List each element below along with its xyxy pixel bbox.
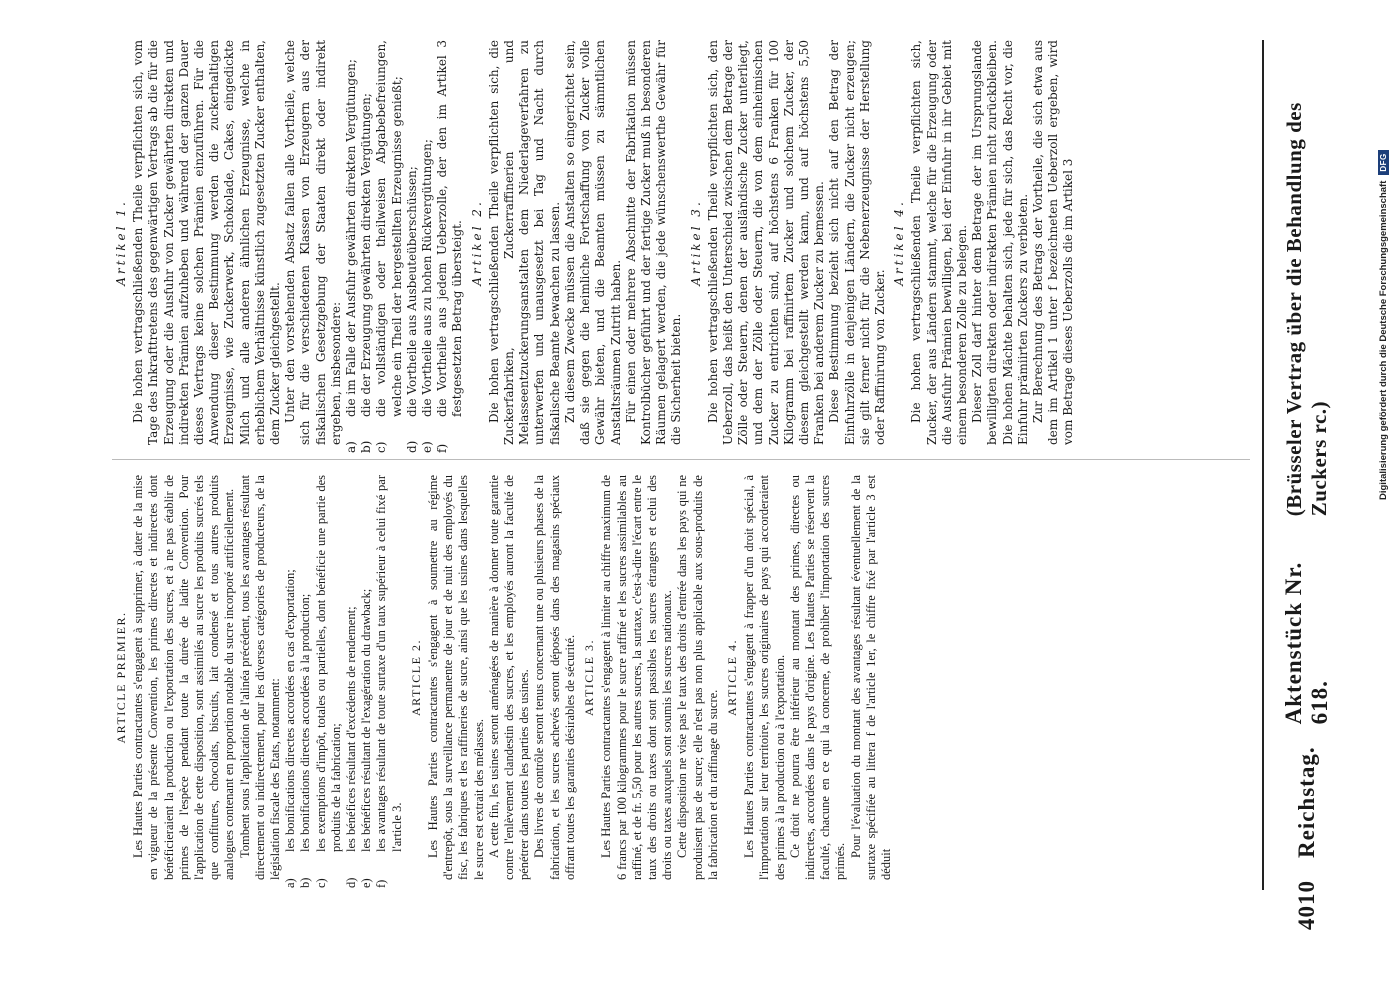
paragraph: Les Hautes Parties contractantes s'engagent à soumettre au régime d'entrepôt, sous la surveillance permanente de jour et de nuit des employés du fisc, les fabriques et les raffineries de sucre, ainsi que les usines dans lesquelles le sucre est extrait des mélasses. [426,475,486,880]
list-item: e)les bénéfices résultant de l'exagération du drawback; [359,588,374,888]
article-heading: ARTICLE 4. [724,639,739,716]
paragraph: Cette disposition ne vise pas le taux des droits d'entrée dans les pays qui ne produisent pas de sucre; elle n'est pas non plus applicable aux sous-produits de la fabrication et du raffinage du sucre. [675,475,720,880]
paragraph: Tombent sous l'application de l'alinéa précédent, tous les avantages résultant directement ou indirectement, pour les diverses catégories de producteurs, de la législation fiscale des Etats, notamment: [237,475,283,880]
list-item: a)les bonifications directes accordées en cas d'exportation; [283,569,298,888]
list-item: f)die Vortheile aus jedem Ueberzolle, der den im Artikel 3 festgesetzten Betrag übersteigt. [435,40,465,453]
paragraph: Zu diesem Zwecke müssen die Anstalten so eingerichtet sein, daß sie gegen die heimliche Fortschaffung von Zucker volle Gewähr bieten, und die Beamten müssen zu sämmtlichen Anstaltsräumen Zutritt haben. [562,40,623,445]
page-number: 4010 [1294,880,1319,930]
list-item: c)les exemptions d'impôt, totales ou partielles, dont bénéficie une partie des produits de la fabrication; [313,475,343,888]
header-rule [1262,40,1264,890]
article-heading: Artikel 2. [469,199,484,286]
document-number: Aktenstück Nr. 618. [1281,561,1332,725]
list-item: b)les bonifications directes accordées à la production; [298,593,313,888]
french-column [110,475,1252,888]
list-item: e)die Vortheile aus zu hohen Rückvergütungen; [420,139,435,453]
paragraph: Für einen oder mehrere Abschnitte der Fabrikation müssen Kontrolbücher geführt und der fertige Zucker muß in besonderen Räumen gelagert werden, die jede wünschenswerthe Gewähr für die Sicherheit bieten. [623,40,684,445]
paragraph: Die hohen vertragschließenden Theile verpflichten sich, Zucker, der aus Ländern stammt, welche für die Erzeugung oder die Ausfuhr Prämien bewilligen, bei der Einfuhr in ihr Gebiet mit einem besonderen Zolle zu belegen. [909,40,969,445]
paragraph: Zur Berechnung des Betrags der Vortheile, die sich etwa aus dem im Artikel 1 unter f bezeichneten Ueberzoll ergeben, wird vom Betrage dieses Ueberzolls die im Artikel 3 [1030,40,1076,445]
digitization-watermark [1378,150,1389,500]
paragraph: Les Hautes Parties contractantes s'engagent à limiter au chiffre maximum de 6 francs par 100 kilogrammes pour le sucre raffiné et les sucres assimilables au raffiné, et de fr. 5,50 pour les autres sucres, la surtaxe, c'est-à-dire l'écart entre le taux des droits ou taxes dont sont passibles les sucres étrangers et celui des droits ou taxes auxquels sont soumis les sucres nationaux. [599,475,675,880]
paragraph: Die hohen vertragschließenden Theile verpflichten sich, den Ueberzoll, das heißt den Unterschied zwischen dem Betrage der Zölle oder Steuern, denen der ausländische Zucker unterliegt, und dem der Zölle oder Steuern, die von dem einheimischen Zucker zu entrichten sind, auf höchstens 6 Franken für 100 Kilogramm bei raffinirtem Zucker und solchem Zucker, der diesem gleichgestellt werden kann, und auf höchstens 5,50 Franken bei anderem Zucker zu bemessen. [705,40,827,445]
paragraph: Des livres de contrôle seront tenus concernant une ou plusieurs phases de la fabrication, et les sucres achevés seront déposés dans des magasins spéciaux offrant toutes les garanties désirables de sécurité. [532,475,577,880]
list-item: c)die vollständigen oder theilweisen Abgabebefreiungen, welche ein Theil der hergestellten Erzeugnisse genießt; [374,40,404,453]
paragraph: Les Hautes Parties contractantes s'engagent à supprimer, à dater de la mise en vigueur de la présente Convention, les primes directes et indirectes dont bénéficieraient la production ou l'exportation des sucres, et à ne pas établir de primes de l'espèce pendant toute la durée de ladite Convention. Pour l'application de cette disposition, sont assimilés au sucre les produits sucrés tels que confitures, chocolats, biscuits, lait condensé et tous autres produits analogues contenant en proportion notable du sucre incorporé artificiellement. [131,475,237,880]
paragraph: Diese Bestimmung bezieht sich nicht auf den Betrag der Einfuhrzölle in denjenigen Ländern, die Zucker nicht erzeugen; sie gilt ferner nicht für die Nebenerzeugnisse der Herstellung oder Raffinirung von Zucker. [827,40,887,445]
column-divider [112,459,1250,460]
paragraph: Die hohen vertragschließenden Theile verpflichten sich, die Zuckerfabriken, Zuckerraffinerien und Melasseentzuckerungsanstalten dem Niederlageverfahren zu unterwerfen und unausgesetzt bei Tag und Nacht durch fiskalische Beamte bewachen zu lassen. [486,40,562,445]
paragraph: Unter den vorstehenden Absatz fallen alle Vortheile, welche sich für die verschiedenen Klassen von Erzeugern aus der fiskalischen Gesetzgebung der Staaten direkt oder indirekt ergeben, insbesondere: [283,40,343,445]
article-heading: ARTICLE 2. [408,639,423,716]
paragraph: A cette fin, les usines seront aménagées de manière à donner toute garantie contre l'enlèvement clandestin des sucres, et les employés auront la faculté de pénétrer dans toutes les parties des usines. [486,475,532,880]
list-item: d)die Vortheile aus Ausbeuteüberschüssen; [404,166,419,453]
list-item: f)les avantages résultant de toute surtaxe d'un taux supérieur à celui fixé par l'article 3. [374,475,404,888]
section-title: Reichstag. [1294,746,1319,858]
paragraph: Pour l'évaluation du montant des avantages résultant éventuellement de la surtaxe spécifiée au littera f de l'article 1er, le chiffre fixé par l'article 3 est déduit [848,475,893,880]
article-heading: Artikel 4. [892,199,907,286]
paragraph: Dieser Zoll darf hinter dem Betrage der im Ursprungslande bewilligten direkten oder indirekten Prämien nicht zurückbleiben. Die hohen Mächte behalten sich, jede für sich, das Recht vor, die Einfuhr prämiirten Zuckers zu verbieten. [970,40,1030,445]
article-heading: ARTICLE 3. [582,639,597,716]
article-heading: Artikel 1. [114,199,128,286]
german-column [110,40,1252,453]
article-heading: Artikel 3. [688,199,703,286]
paragraph: Les Hautes Parties contractantes s'engagent à frapper d'un droit spécial, à l'importation sur leur territoire, les sucres originaires de pays qui accorderaient des primes à la production ou à l'exportation. [742,475,787,880]
watermark-text: Digitalisierung gefördert durch die Deutsche Forschungsgemeinschaft [1378,180,1389,500]
paragraph: Ce droit ne pourra être inférieur au montant des primes, directes ou indirectes, accordées dans le pays d'origine. Les Hautes Parties se réservent la faculté, chacune en ce qui la concerne, de prohiber l'importation des sucres primés. [787,475,848,880]
paragraph: Die hohen vertragschließenden Theile verpflichten sich, vom Tage des Inkrafttretens des gegenwärtigen Vertrags ab die für die Erzeugung oder die Ausfuhr von Zucker gewährten direkten und indirekten Prämien aufzuheben und während der ganzen Dauer dieses Vertrags keine solchen Prämien einzuführen. Für die Anwendung dieser Bestimmung werden die zuckerhaltigen Erzeugnisse, wie Zuckerwerk, Schokolade, Cakes, eingedickte Milch und alle anderen ähnlichen Erzeugnisse, welche in erheblichem Verhältnisse künstlich zugesetzten Zucker enthalten, dem Zucker gleichgestellt. [131,40,283,445]
page-header [1281,50,1332,930]
list-item: d)les bénéfices résultant d'excédents de rendement; [344,606,359,888]
document-title: (Brüsseler Vertrag über die Behandlung des Zuckers rc.) [1282,102,1331,517]
dfg-logo: DFG [1378,150,1389,174]
list-item: a)die im Falle der Ausfuhr gewährten direkten Vergütungen; [344,59,359,453]
list-item: b)die der Erzeugung gewährten direkten Vergütungen; [359,93,374,453]
article-heading: ARTICLE PREMIER. [114,611,128,744]
